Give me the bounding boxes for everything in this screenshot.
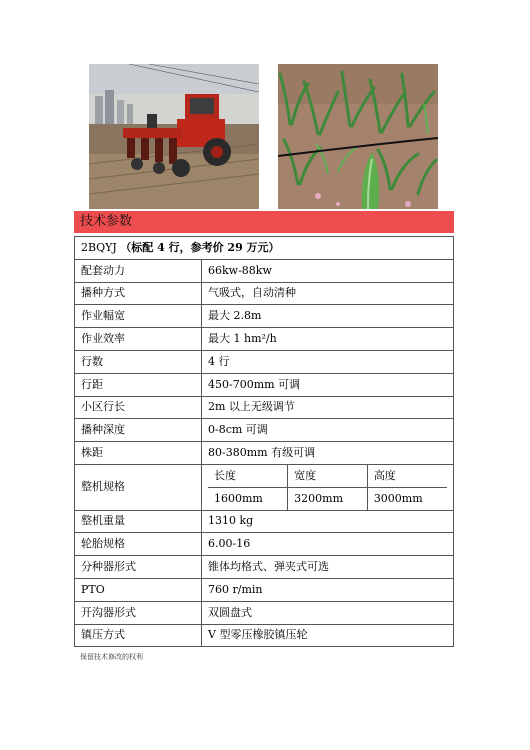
dimension-value-length: 1600mm	[208, 487, 288, 509]
table-row	[75, 396, 454, 419]
table-row	[75, 373, 454, 396]
dimension-header-height: 高度	[367, 465, 447, 487]
model-note: （标配 4 行，参考价 29 万元）	[120, 240, 280, 254]
table-row	[75, 350, 454, 373]
dimension-value-height: 3000mm	[373, 491, 423, 505]
dimensions-table	[208, 465, 447, 510]
spec-table	[74, 236, 454, 647]
row-label: 开沟器形式	[75, 601, 202, 624]
row-label: 播种深度	[75, 419, 202, 442]
model-cell	[75, 237, 454, 260]
table-row	[75, 328, 454, 351]
dimension-header-width: 宽度	[288, 465, 368, 487]
table-row	[75, 556, 454, 579]
tractor-photo	[89, 64, 259, 209]
row-value: 0-8cm 可调	[202, 419, 454, 442]
row-value: 450-700mm 可调	[202, 373, 454, 396]
row-label: 配套动力	[75, 259, 202, 282]
row-value: 6.00-16	[202, 533, 454, 556]
row-value: 66kw-88kw	[202, 259, 454, 282]
corn-seedlings-photo	[278, 64, 438, 209]
table-row	[75, 305, 454, 328]
table-row	[75, 510, 454, 533]
table-row	[75, 578, 454, 601]
row-label: 小区行长	[75, 396, 202, 419]
row-value: 1310 kg	[202, 510, 454, 533]
row-value: 双圆盘式	[202, 601, 454, 624]
table-row	[75, 533, 454, 556]
row-label: 整机重量	[75, 510, 202, 533]
table-row	[75, 419, 454, 442]
row-label: 株距	[75, 442, 202, 465]
row-label: 行距	[75, 373, 202, 396]
row-label: 分种器形式	[75, 556, 202, 579]
dimension-header-length: 长度	[208, 465, 288, 487]
model-name: 2BQYJ	[81, 240, 117, 254]
row-label: 轮胎规格	[75, 533, 202, 556]
table-row	[75, 259, 454, 282]
footnote: 保留技术修改的权利	[80, 653, 143, 661]
table-row	[75, 624, 454, 647]
table-row	[75, 282, 454, 305]
row-label: 行数	[75, 350, 202, 373]
row-value: 760 r/min	[202, 578, 454, 601]
row-label: 作业幅宽	[75, 305, 202, 328]
dimensions-row	[75, 464, 454, 510]
row-value: 2m 以上无级调节	[202, 396, 454, 419]
dimension-value-width: 3200mm	[288, 487, 368, 509]
table-row	[75, 442, 454, 465]
row-value: 最大 2.8m	[202, 305, 454, 328]
dimensions-label: 整机规格	[75, 464, 202, 510]
row-value: 气吸式，自动清种	[202, 282, 454, 305]
row-value: V 型零压橡胶镇压轮	[202, 624, 454, 647]
row-value: 4 行	[202, 350, 454, 373]
dimensions-cell	[202, 464, 454, 510]
row-value: 80-380mm 有级可调	[202, 442, 454, 465]
table-row	[75, 601, 454, 624]
row-value: 最大 1 hm²/h	[202, 328, 454, 351]
row-value: 锥体均格式、弹夹式可选	[202, 556, 454, 579]
row-label: 播种方式	[75, 282, 202, 305]
row-label: PTO	[75, 578, 202, 601]
model-row	[75, 237, 454, 260]
row-label: 镇压方式	[75, 624, 202, 647]
section-header-technical-parameters: 技术参数	[74, 211, 454, 233]
row-label: 作业效率	[75, 328, 202, 351]
